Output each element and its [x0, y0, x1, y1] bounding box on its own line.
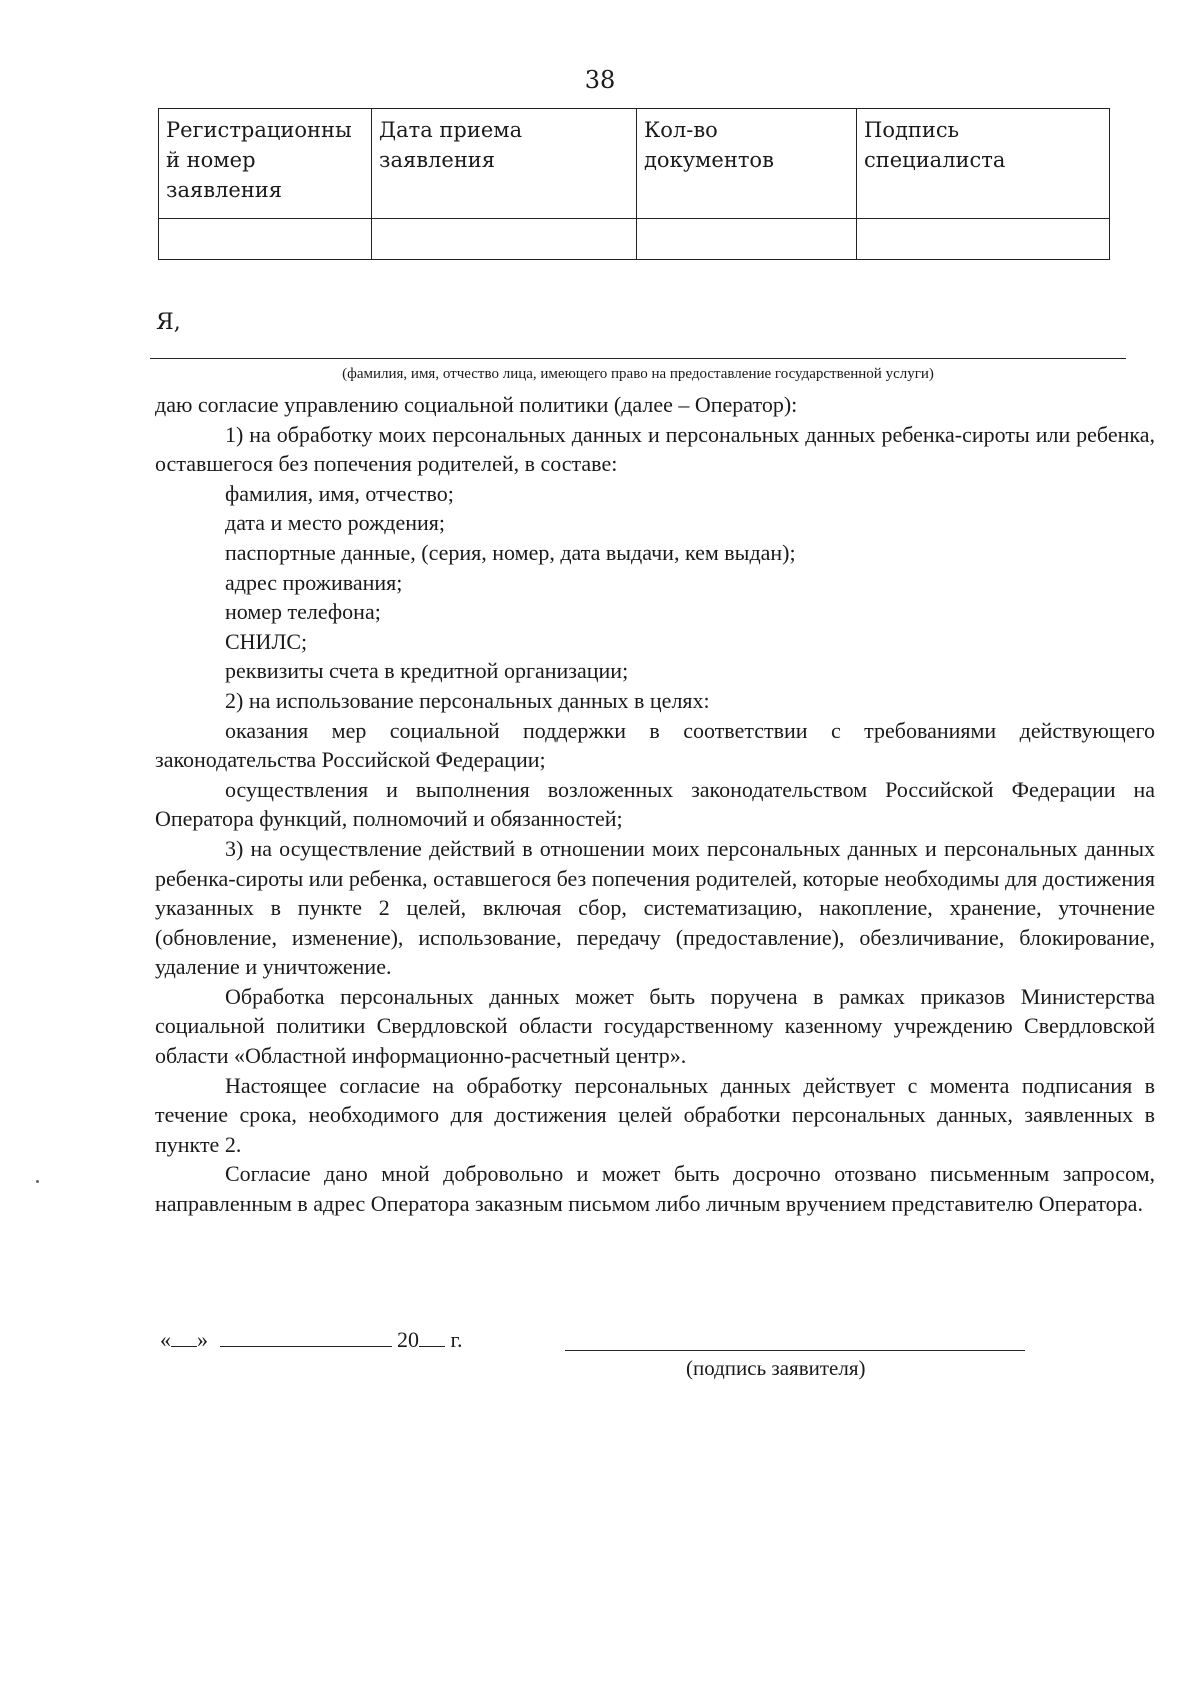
name-fill-line: [150, 358, 1126, 359]
data-list-item: СНИЛС;: [225, 628, 308, 654]
name-caption: (фамилия, имя, отчество лица, имеющего право на предоставление государственной услуги): [342, 366, 934, 382]
month-blank: [220, 1324, 392, 1347]
table-cell: [637, 219, 857, 260]
quote-close: »: [197, 1327, 208, 1352]
consent-intro: даю согласие управлению социальной политики (далее – Оператор):: [155, 392, 798, 417]
purpose-2: осуществления и выполнения возложенных законодательством Российской Федерации на Оператора функций, полномочий и обязанностей;: [155, 776, 1155, 832]
item-3: 3) на осуществление действий в отношении моих персональных данных и персональных данных ребенка-сироты или ребенка, оставшегося без попечения родителей, которые необходимы для достижения указанных в пункте 2 целей, включая сбор, систематизацию, накопление, хранение, уточнение (обновление, изменение), использование, передачу (предоставление), обезличивание, блокирование, удаление и уничтожение.: [155, 835, 1155, 980]
data-list-item: адрес проживания;: [225, 569, 403, 595]
table-cell: [372, 219, 637, 260]
item-2: 2) на использование персональных данных в целях:: [225, 687, 710, 713]
consent-body: [155, 390, 1155, 1219]
year-blank: [419, 1324, 445, 1347]
table-cell: [159, 219, 372, 260]
header-registration-number: Регистрационны й номер заявления: [159, 109, 372, 219]
quote-open: «: [160, 1327, 171, 1352]
header-specialist-signature: Подпись специалиста: [857, 109, 1110, 219]
signature-caption: (подпись заявителя): [686, 1356, 866, 1380]
data-list-item: дата и место рождения;: [225, 510, 446, 536]
year-suffix: г.: [450, 1327, 463, 1352]
data-list-item: реквизиты счета в кредитной организации;: [225, 658, 629, 684]
purpose-1: оказания мер социальной поддержки в соответствии с требованиями действующего законодательства Российской Федерации;: [155, 717, 1155, 773]
table-cell: [857, 219, 1110, 260]
date-row: [160, 1324, 463, 1353]
data-list-item: паспортные данные, (серия, номер, дата выдачи, кем выдан);: [225, 539, 796, 565]
paragraph-revocation: Согласие дано мной добровольно и может быть досрочно отозвано письменным запросом, направленным в адрес Оператора заказным письмом либо личным вручением представителю Оператора.: [155, 1161, 1155, 1217]
header-receipt-date: Дата приема заявления: [372, 109, 637, 219]
table-header-row: [159, 109, 1110, 219]
paragraph-validity: Настоящее согласие на обработку персональных данных действует с момента подписания в течение срока, необходимого для достижения целей обработки персональных данных, заявленных в пункте 2.: [155, 1072, 1155, 1157]
year-prefix: 20: [397, 1327, 419, 1352]
data-list-item: фамилия, имя, отчество;: [225, 480, 454, 506]
data-list-item: номер телефона;: [225, 599, 381, 625]
header-document-count: Кол-во документов: [637, 109, 857, 219]
day-blank: [171, 1324, 197, 1347]
ya-label: Я,: [156, 310, 181, 335]
item-1: 1) на обработку моих персональных данных и персональных данных ребенка-сироты или ребенка, оставшегося без попечения родителей, в составе:: [155, 421, 1155, 477]
table-row: [159, 219, 1110, 260]
scan-speck: [36, 1180, 39, 1183]
registration-table: [158, 108, 1110, 260]
signature-line: [565, 1350, 1025, 1351]
page-number: 38: [584, 66, 616, 94]
paragraph-processing: Обработка персональных данных может быть поручена в рамках приказов Министерства социальной политики Свердловской области государственному казенному учреждению Свердловской области «Областной информационно-расчетный центр».: [155, 983, 1155, 1069]
